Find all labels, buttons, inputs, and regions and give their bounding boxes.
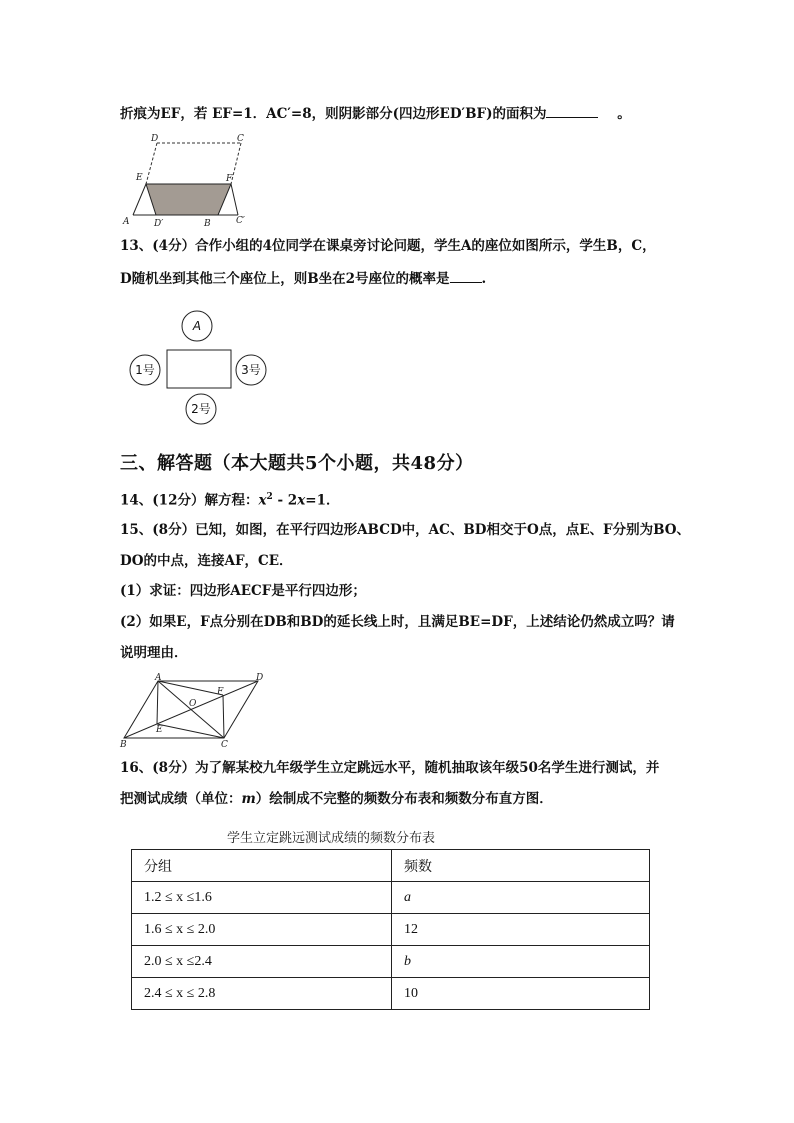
q15-segment-AF bbox=[158, 681, 223, 695]
q12-shaded-quadrilateral bbox=[146, 184, 231, 215]
table-cell-frequency: b bbox=[392, 946, 650, 978]
frequency-table bbox=[131, 849, 650, 1010]
q13-line2: D随机坐到其他三个座位上，则B坐在2号座位的概率是 bbox=[120, 271, 450, 287]
q15-line4: (2）如果E，F点分别在DB和BD的延长线上时，且满足BE=DF，上述结论仍然成立吗？请 bbox=[120, 614, 675, 630]
q16-line2 bbox=[120, 789, 553, 809]
q12-dashed-right-edge bbox=[231, 143, 241, 184]
table-cell-group: 1.2 ≤ x ≤1.6 bbox=[132, 882, 392, 914]
q15-line5: 说明理由． bbox=[120, 645, 188, 661]
q16-line2-b: ）绘制成不完整的频数分布表和频数分布直方图． bbox=[255, 791, 553, 807]
q15-label-A: A bbox=[155, 673, 162, 683]
q14-x: x bbox=[258, 492, 267, 509]
q12-dashed-left-edge bbox=[146, 143, 157, 184]
q14-prefix: 14、(12分）解方程： bbox=[120, 492, 259, 509]
q15-label-D: D bbox=[256, 673, 264, 683]
table-cell-frequency: 12 bbox=[392, 914, 650, 946]
q12-end-punct: 。 bbox=[617, 106, 631, 122]
q12-label-E: E bbox=[136, 173, 143, 183]
q12-label-B: B bbox=[204, 219, 211, 229]
q13-seat-2-label: 2号 bbox=[191, 402, 211, 416]
q13-line2-wrap bbox=[120, 268, 486, 289]
table-row bbox=[132, 978, 650, 1010]
q13-seat-figure bbox=[125, 305, 275, 430]
q13-desk bbox=[167, 350, 231, 388]
q15-label-O: O bbox=[189, 699, 197, 709]
q12-label-Cprime: C′ bbox=[236, 216, 245, 226]
q14-mid: - 2 bbox=[272, 492, 298, 509]
q12-label-F: F bbox=[226, 174, 233, 184]
table-cell-group: 2.4 ≤ x ≤ 2.8 bbox=[132, 978, 392, 1010]
table-header-group: 分组 bbox=[132, 850, 392, 882]
q12-label-D: D bbox=[151, 134, 159, 144]
q14-x2: x bbox=[297, 492, 306, 509]
table-row bbox=[132, 882, 650, 914]
q15-label-B: B bbox=[120, 740, 127, 748]
q15-label-F: F bbox=[217, 687, 224, 697]
q15-figure bbox=[115, 672, 270, 748]
table-header-row bbox=[132, 850, 650, 882]
q15-line2: DO的中点，连接AF，CE． bbox=[120, 553, 293, 569]
q16-line2-a: 把测试成绩（单位： bbox=[120, 791, 242, 807]
q12-segment-EA bbox=[133, 184, 146, 215]
q13-line1: 13、(4分）合作小组的4位同学在课桌旁讨论问题，学生A的座位如图所示，学生B，C， bbox=[120, 238, 656, 254]
q14-end: =1． bbox=[305, 492, 340, 509]
section-3-heading: 三、解答题（本大题共5个小题，共48分） bbox=[120, 453, 474, 474]
q12-label-A: A bbox=[123, 217, 130, 227]
table-cell-group: 2.0 ≤ x ≤2.4 bbox=[132, 946, 392, 978]
q12-text: 折痕为EF，若 EF=1．AC′=8，则阴影部分(四边形ED′BF)的面积为 bbox=[120, 106, 547, 122]
table-row bbox=[132, 946, 650, 978]
table-cell-group: 1.6 ≤ x ≤ 2.0 bbox=[132, 914, 392, 946]
q15-label-C: C bbox=[221, 740, 228, 748]
q15-segment-FC bbox=[223, 695, 224, 738]
q12-label-Dprime: D′ bbox=[154, 219, 164, 229]
q16-unit-m: m bbox=[241, 791, 256, 807]
q12-text-line bbox=[120, 103, 631, 124]
q12-label-C: C bbox=[237, 134, 244, 144]
table-row bbox=[132, 914, 650, 946]
q13-answer-blank bbox=[450, 268, 482, 283]
q15-label-E: E bbox=[156, 725, 163, 735]
q14-line bbox=[120, 487, 339, 511]
q15-line3: (1）求证：四边形AECF是平行四边形； bbox=[120, 583, 366, 599]
q15-segment-AE bbox=[157, 681, 158, 724]
q13-seat-top-label: A bbox=[192, 319, 202, 333]
table-caption: 学生立定跳远测试成绩的频数分布表 bbox=[227, 831, 436, 846]
table-cell-frequency: 10 bbox=[392, 978, 650, 1010]
q15-line1: 15、(8分）已知，如图，在平行四边形ABCD中，AC、BD相交于O点，点E、F分别为BO、 bbox=[120, 522, 691, 538]
q12-figure bbox=[115, 128, 255, 230]
q12-segment-FC bbox=[231, 184, 238, 215]
q14-exponent: 2 bbox=[266, 492, 273, 502]
q16-line1: 16、(8分）为了解某校九年级学生立定跳远水平，随机抽取该年级50名学生进行测试，并 bbox=[120, 760, 660, 776]
q13-seat-3-label: 3号 bbox=[241, 363, 261, 377]
q15-diagonal-BD bbox=[124, 681, 258, 738]
table-header-frequency: 频数 bbox=[392, 850, 650, 882]
q15-segment-CE bbox=[157, 724, 224, 738]
q13-end-punct: . bbox=[481, 271, 487, 287]
table-cell-frequency: a bbox=[392, 882, 650, 914]
q13-seat-1-label: 1号 bbox=[135, 363, 155, 377]
q12-answer-blank bbox=[546, 103, 598, 118]
